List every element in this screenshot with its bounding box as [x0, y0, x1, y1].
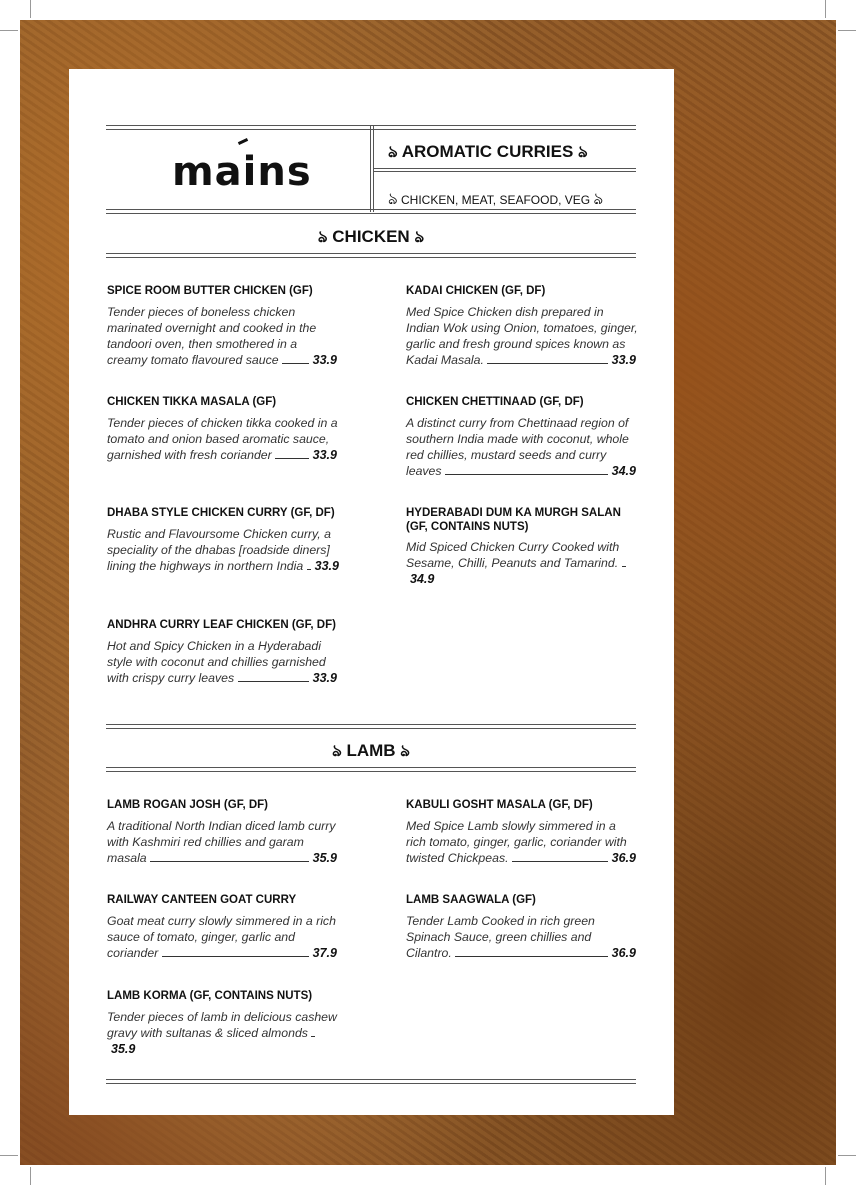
ornament-right-icon: ঌ [400, 743, 410, 760]
header-subtitle-row [388, 186, 603, 213]
menu-item [107, 396, 339, 463]
ornament-left-icon: ঌ [332, 743, 342, 760]
ornament-left-icon: ঌ [388, 144, 398, 161]
ornament-left-icon: ঌ [388, 191, 398, 208]
menu-item-name: LAMB ROGAN JOSH (GF, DF) [107, 799, 268, 811]
menu-item-price: 36.9 [611, 850, 636, 865]
menu-item [107, 619, 339, 686]
menu-item-description [107, 913, 339, 961]
header-divider [370, 126, 371, 212]
menu-item-name: CHICKEN TIKKA MASALA (GF) [107, 396, 277, 408]
lamb-bottom-rule [106, 767, 636, 772]
price-leader-rule [162, 956, 309, 957]
menu-item-name: CHICKEN CHETTINAAD (GF, DF) [406, 396, 584, 408]
menu-item-desc-text: Med Spice Chicken dish prepared in Indian Wok using Onion, tomatoes, ginger, garlic and fresh ground spices known as Kadai Masala. [406, 304, 638, 367]
crop-mark [838, 30, 856, 31]
menu-item-name: LAMB KORMA (GF, CONTAINS NUTS) [107, 990, 313, 1002]
menu-item-description [107, 1009, 339, 1057]
price-leader-rule [311, 1036, 315, 1037]
section-title-lamb [106, 738, 636, 765]
price-leader-rule [150, 861, 309, 862]
menu-item-desc-text: Tender pieces of boneless chicken marinated overnight and cooked in the tandoori oven, then smothered in a creamy tomato flavoured sauce [107, 304, 317, 367]
menu-item-description [406, 913, 638, 961]
menu-item-description [406, 818, 638, 866]
crop-mark [0, 30, 18, 31]
menu-item-desc-text: Hot and Spicy Chicken in a Hyderabadi style with coconut and chillies garnished with crispy curry leaves [107, 638, 326, 685]
crop-mark [0, 1155, 18, 1156]
menu-item [107, 285, 339, 368]
menu-item-name: ANDHRA CURRY LEAF CHICKEN (GF, DF) [107, 619, 336, 631]
menu-item-description [107, 526, 339, 574]
section-title-text: LAMB [346, 741, 396, 760]
menu-item-description [406, 539, 638, 587]
price-leader-rule [238, 681, 309, 682]
price-leader-rule [622, 566, 626, 567]
header-title: AROMATIC CURRIES [401, 142, 574, 161]
section-title-chicken [106, 224, 636, 251]
price-leader-rule [275, 458, 309, 459]
price-leader-rule [307, 569, 311, 570]
menu-item [406, 894, 638, 961]
crop-mark [30, 1167, 31, 1185]
menu-item [406, 507, 638, 587]
menu-item-price: 33.9 [312, 352, 337, 367]
menu-item-name: LAMB SAAGWALA (GF) [406, 894, 536, 906]
menu-item-name: RAILWAY CANTEEN GOAT CURRY [107, 894, 297, 906]
menu-item-description [107, 415, 339, 463]
menu-item-name: HYDERABADI DUM KA MURGH SALAN (GF, CONTAINS NUTS) [406, 507, 621, 533]
menu-item-desc-text: Goat meat curry slowly simmered in a rich sauce of tomato, ginger, garlic and coriander [107, 913, 336, 960]
menu-item-desc-text: A distinct curry from Chettinaad region of southern India made with coconut, whole red chillies, mustard seeds and curry leaves [406, 415, 629, 478]
menu-item-price: 33.9 [312, 447, 337, 462]
menu-item-price: 33.9 [312, 670, 337, 685]
menu-item-price: 36.9 [611, 945, 636, 960]
menu-item-desc-text: Rustic and Flavoursome Chicken curry, a speciality of the dhabas [roadside diners] lining the highways in northern India [107, 526, 331, 573]
crop-mark [825, 1167, 826, 1185]
menu-item [107, 507, 339, 574]
menu-item-name: KABULI GOSHT MASALA (GF, DF) [406, 799, 593, 811]
menu-item [107, 799, 339, 866]
header-mid-rule [374, 171, 636, 172]
menu-item-price: 33.9 [611, 352, 636, 367]
menu-item-price: 33.9 [314, 558, 339, 573]
ornament-right-icon: ঌ [593, 191, 604, 208]
menu-item-desc-text: Mid Spiced Chicken Curry Cooked with Sesame, Chilli, Peanuts and Tamarind. [406, 540, 620, 570]
menu-item-price: 37.9 [312, 945, 337, 960]
menu-item [406, 285, 638, 368]
menu-item [107, 894, 339, 961]
price-leader-rule [487, 363, 607, 364]
menu-item-price: 35.9 [312, 850, 337, 865]
header-title-row [388, 139, 588, 166]
crop-mark [30, 0, 31, 18]
header-divider [373, 126, 374, 212]
header-top-rule [106, 125, 636, 130]
menu-item-description [406, 304, 638, 368]
header-mid-rule [374, 168, 636, 169]
ornament-right-icon: ঌ [414, 229, 425, 246]
menu-item-desc-text: Med Spice Lamb slowly simmered in a rich tomato, ginger, garlic, coriander with twisted Chickpeas. [406, 818, 627, 865]
menu-item [406, 396, 638, 479]
footer-rule [106, 1079, 636, 1084]
menu-item-price: 35.9 [111, 1041, 136, 1056]
menu-item-price: 34.9 [410, 572, 435, 586]
price-leader-rule [455, 956, 607, 957]
mains-logo: mains [172, 149, 312, 195]
menu-item [406, 799, 638, 866]
menu-item-description [107, 818, 339, 866]
menu-item-name: DHABA STYLE CHICKEN CURRY (GF, DF) [107, 507, 335, 519]
crop-mark [825, 0, 826, 18]
menu-item-desc-text: Tender pieces of chicken tikka cooked in a tomato and onion based aromatic sauce, garnished with fresh coriander [107, 415, 338, 462]
menu-item-desc-text: Tender Lamb Cooked in rich green Spinach Sauce, green chillies and Cilantro. [406, 913, 595, 960]
crop-mark [838, 1155, 856, 1156]
menu-item-description [406, 415, 638, 479]
section-title-text: CHICKEN [332, 227, 410, 246]
menu-item-name: SPICE ROOM BUTTER CHICKEN (GF) [107, 285, 313, 297]
ornament-right-icon: ঌ [578, 144, 588, 161]
menu-item-desc-text: Tender pieces of lamb in delicious cashew gravy with sultanas & sliced almonds [107, 1009, 337, 1040]
price-leader-rule [282, 363, 309, 364]
menu-item [107, 990, 339, 1057]
chicken-bottom-rule [106, 253, 636, 258]
header-subtitle: CHICKEN, MEAT, SEAFOOD, VEG [400, 193, 591, 207]
menu-item-description [107, 638, 339, 686]
price-leader-rule [445, 474, 608, 475]
lamb-top-rule [106, 724, 636, 729]
menu-item-name: KADAI CHICKEN (GF, DF) [406, 285, 546, 297]
price-leader-rule [512, 861, 608, 862]
menu-item-desc-text: A traditional North Indian diced lamb curry with Kashmiri red chillies and garam masala [107, 818, 336, 865]
menu-item-description [107, 304, 339, 368]
menu-item-price: 34.9 [611, 463, 636, 478]
ornament-left-icon: ঌ [317, 229, 328, 246]
